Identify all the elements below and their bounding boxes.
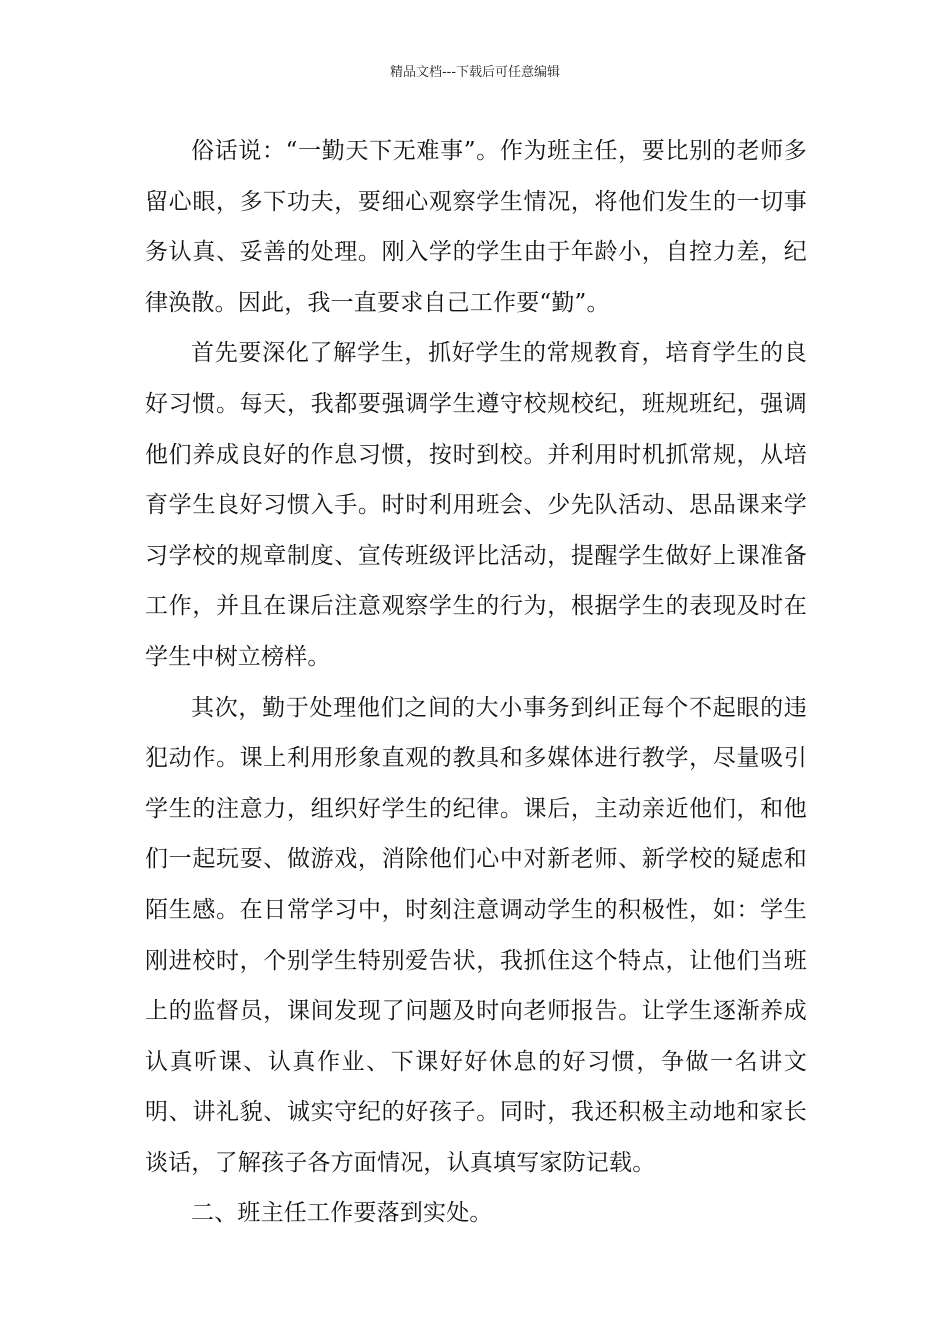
page-header: 精品文档---下载后可任意编辑 (389, 65, 561, 80)
paragraph-daily-affairs: 其次，勤于处理他们之间的大小事务到纠正每个不起眼的违犯动作。课上利用形象直观的教具和多媒体进行教学，尽量吸引学生的注意力，组织好学生的纪律。课后，主动亲近他们，和他们一起玩耍、做游戏，消除他们心中对新老师、新学校的疑虑和陌生感。在日常学习中，时刻注意调动学生的积极性，如：学生刚进校时，个别学生特别爱告状，我抓住这个特点，让他们当班上的监督员，课间发现了问题及时向老师报告。让学生逐渐养成认真听课、认真作业、下课好好休息的好习惯，争做一名讲文明、讲礼貌、诚实守纪的好孩子。同时，我还积极主动地和家长谈话，了解孩子各方面情况，认真填写家防记载。 (145, 694, 807, 1176)
paragraph-routine-education: 首先要深化了解学生，抓好学生的常规教育，培育学生的良好习惯。每天，我都要强调学生遵守校规校纪，班规班纪，强调他们养成良好的作息习惯，按时到校。并利用时机抓常规，从培育学生良好习惯入手。时时利用班会、少先队活动、思品课来学习学校的规章制度、宣传班级评比活动，提醒学生做好上课准备工作，并且在课后注意观察学生的行为，根据学生的表现及时在学生中树立榜样。 (145, 340, 807, 670)
paragraph-diligence-intro: 俗话说：“一勤天下无难事”。作为班主任，要比别的老师多留心眼，多下功夫，要细心观察学生情况，将他们发生的一切事务认真、妥善的处理。刚入学的学生由于年龄小，自控力差，纪律涣散。因此，我一直要求自己工作要“勤”。 (145, 138, 807, 316)
document-body (145, 126, 807, 1239)
section-heading-practical-work: 二、班主任工作要落到实处。 (191, 1200, 493, 1227)
